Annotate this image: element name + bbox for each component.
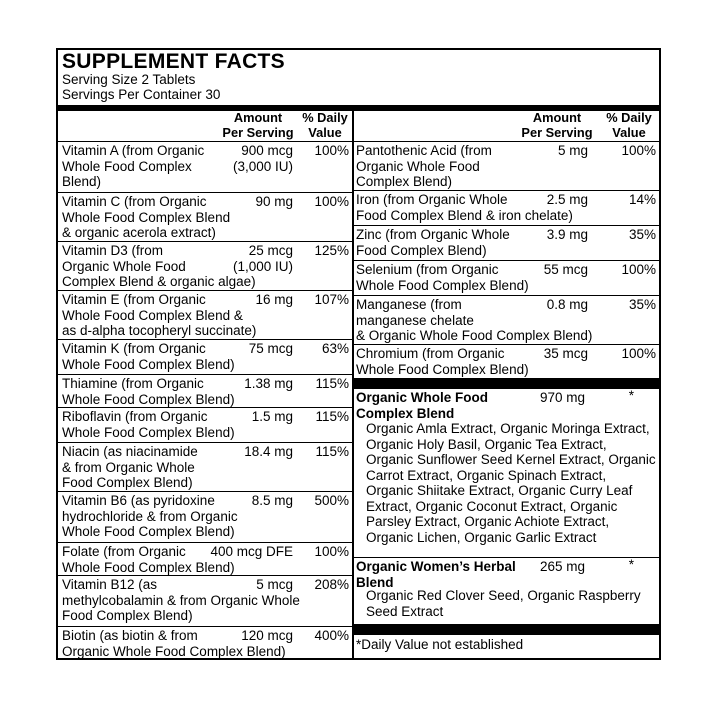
nutrient-name: Pantothenic Acid (from Organic Whole Food Complex Blend) xyxy=(356,143,492,189)
nutrient-amount: 35 mcg xyxy=(543,346,588,361)
nutrient-row xyxy=(58,627,352,661)
nutrient-daily-value: 500% xyxy=(314,493,349,508)
blend-amount: 970 mg xyxy=(540,390,586,405)
organic-whole-food-blend xyxy=(354,389,659,558)
nutrient-daily-value: 400% xyxy=(314,628,349,643)
nutrient-name: Thiamine (from Organic Whole Food Complex Blend) xyxy=(62,376,235,407)
nutrient-daily-value: 208% xyxy=(314,577,349,592)
nutrient-row xyxy=(58,291,352,340)
nutrient-row xyxy=(58,543,352,576)
nutrient-amount: 120 mcg xyxy=(241,628,293,643)
nutrient-name: Vitamin D3 (from Organic Whole Food Complex Blend & organic algae) xyxy=(62,243,256,289)
nutrient-amount: 3.9 mg xyxy=(546,227,588,242)
nutrient-row xyxy=(58,576,352,627)
nutrient-amount: 5 mcg xyxy=(256,577,293,592)
servings-per-container: Servings Per Container 30 xyxy=(62,87,221,102)
nutrient-row xyxy=(58,193,352,242)
nutrient-daily-value: 115% xyxy=(315,376,349,391)
nutrient-name: Vitamin C (from Organic Whole Food Complex Blend & organic acerola extract) xyxy=(62,194,231,240)
nutrient-name: Iron (from Organic Whole Food Complex Blend & iron chelate) xyxy=(356,192,573,223)
nutrient-row xyxy=(354,191,659,226)
nutrient-amount: 25 mcg (1,000 IU) xyxy=(232,243,293,274)
nutrient-row xyxy=(58,443,352,492)
blend-daily-value: * xyxy=(628,557,634,572)
nutrient-amount: 1.38 mg xyxy=(244,376,293,391)
nutrient-daily-value: 125% xyxy=(314,243,349,258)
nutrient-daily-value: 14% xyxy=(628,192,656,207)
nutrient-daily-value: 107% xyxy=(314,292,349,307)
nutrient-amount: 5 mg xyxy=(557,143,588,158)
footnote: *Daily Value not established xyxy=(356,637,524,652)
panel-title: SUPPLEMENT FACTS xyxy=(62,50,285,73)
organic-womens-herbal-blend xyxy=(354,558,659,624)
nutrient-name: Vitamin A (from Organic Whole Food Complex Blend) xyxy=(62,143,205,189)
nutrient-name: Vitamin K (from Organic Whole Food Complex Blend) xyxy=(62,341,235,372)
column-header xyxy=(58,111,352,142)
nutrient-daily-value: 115% xyxy=(315,409,349,424)
nutrient-daily-value: 100% xyxy=(621,262,656,277)
nutrient-daily-value: 100% xyxy=(314,544,349,559)
amount-header: Amount Per Serving xyxy=(222,110,294,140)
nutrient-name: Manganese (from manganese chelate & Organic Whole Food Complex Blend) xyxy=(356,297,593,343)
footnote-area xyxy=(354,635,659,665)
nutrient-amount: 900 mcg (3,000 IU) xyxy=(232,143,293,174)
nutrient-row xyxy=(354,261,659,296)
nutrient-name: Zinc (from Organic Whole Food Complex Blend) xyxy=(356,227,510,258)
nutrient-daily-value: 115% xyxy=(315,444,349,459)
nutrient-daily-value: 100% xyxy=(621,346,656,361)
nutrient-amount: 75 mcg xyxy=(248,341,293,356)
blend-amount: 265 mg xyxy=(540,559,586,574)
nutrient-amount: 2.5 mg xyxy=(546,192,588,207)
blend-name: Organic Whole Food Complex Blend xyxy=(356,390,488,421)
nutrient-row xyxy=(58,492,352,543)
nutrient-amount: 90 mg xyxy=(255,194,293,209)
nutrient-name: Biotin (as biotin & from Organic Whole Food Complex Blend) xyxy=(62,628,286,659)
nutrient-name: Vitamin B12 (as methylcobalamin & from Organic Whole Food Complex Blend) xyxy=(62,577,300,623)
nutrient-daily-value: 35% xyxy=(628,297,656,312)
nutrient-row xyxy=(58,242,352,291)
nutrient-name: Selenium (from Organic Whole Food Complex Blend) xyxy=(356,262,529,293)
nutrient-daily-value: 100% xyxy=(314,143,349,158)
panel-header xyxy=(58,50,659,108)
daily-value-header: % Daily Value xyxy=(302,110,348,140)
section-bar xyxy=(354,624,659,635)
nutrient-daily-value: 100% xyxy=(621,143,656,158)
blend-ingredients: Organic Amla Extract, Organic Moringa Extract, Organic Holy Basil, Organic Tea Extract, Organic Sunflower Seed Kernel Extract, Organic Carrot Extract, Organic Spinach Extract, Organic Shiitake Extract, Organic Curry Leaf Extract, Organic Coconut Extract, Organic Parsley Extract, Organic Achiote Extract, Organic Lichen, Organic Garlic Extract xyxy=(366,421,656,545)
left-column xyxy=(58,111,354,658)
right-column xyxy=(354,111,659,658)
nutrient-name: Riboflavin (from Organic Whole Food Complex Blend) xyxy=(62,409,235,440)
nutrient-name: Folate (from Organic Whole Food Complex Blend) xyxy=(62,544,235,575)
column-header xyxy=(354,111,659,142)
supplement-facts-panel xyxy=(56,48,661,660)
daily-value-header: % Daily Value xyxy=(606,110,652,140)
nutrient-daily-value: 63% xyxy=(321,341,349,356)
amount-header: Amount Per Serving xyxy=(521,110,593,140)
nutrient-name: Chromium (from Organic Whole Food Complex Blend) xyxy=(356,346,529,377)
nutrient-row xyxy=(354,345,659,378)
nutrient-row xyxy=(58,375,352,408)
nutrient-daily-value: 35% xyxy=(628,227,656,242)
nutrient-row xyxy=(58,142,352,193)
nutrient-row xyxy=(58,408,352,443)
nutrient-row xyxy=(354,296,659,345)
nutrient-amount: 55 mcg xyxy=(543,262,588,277)
nutrient-amount: 0.8 mg xyxy=(546,297,588,312)
nutrient-name: Niacin (as niacinamide & from Organic Whole Food Complex Blend) xyxy=(62,444,198,490)
section-bar xyxy=(354,378,659,389)
nutrient-amount: 400 mcg DFE xyxy=(210,544,293,559)
blend-ingredients: Organic Red Clover Seed, Organic Raspberry Seed Extract xyxy=(366,588,641,619)
nutrient-name: Vitamin E (from Organic Whole Food Complex Blend & as d-alpha tocopheryl succinate) xyxy=(62,292,257,338)
nutrient-daily-value: 100% xyxy=(314,194,349,209)
nutrient-name: Vitamin B6 (as pyridoxine hydrochloride & from Organic Whole Food Complex Blend) xyxy=(62,493,238,539)
serving-size: Serving Size 2 Tablets xyxy=(62,72,196,87)
nutrient-amount: 18.4 mg xyxy=(244,444,293,459)
nutrient-row xyxy=(354,142,659,191)
nutrient-row xyxy=(58,340,352,375)
blend-name: Organic Women’s Herbal Blend xyxy=(356,559,516,590)
nutrient-row xyxy=(354,226,659,261)
nutrient-amount: 8.5 mg xyxy=(251,493,293,508)
blend-daily-value: * xyxy=(628,388,634,403)
nutrient-amount: 16 mg xyxy=(255,292,293,307)
nutrient-amount: 1.5 mg xyxy=(251,409,293,424)
